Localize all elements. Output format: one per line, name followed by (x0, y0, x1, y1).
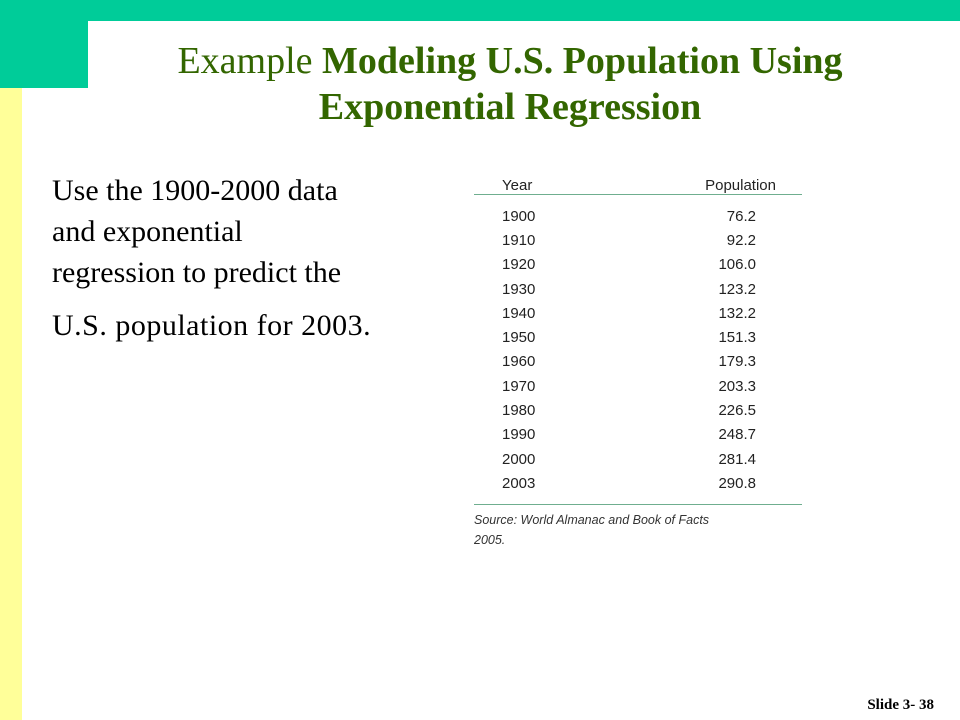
body-line-1: Use the 1900-2000 data (52, 174, 338, 207)
cell-year: 1940 (502, 304, 536, 322)
header-year: Year (502, 177, 533, 194)
population-table (474, 160, 802, 550)
table-row (474, 423, 802, 447)
cell-year: 1980 (502, 402, 536, 420)
slide-title (110, 38, 910, 130)
table-row (474, 277, 802, 301)
corner-decor-block (0, 0, 88, 88)
source-line-1: Source: World Almanac and Book of Facts (474, 512, 710, 527)
title-lead: Example (177, 40, 323, 82)
table-row (474, 471, 802, 495)
table-row (474, 447, 802, 471)
cell-year: 1910 (502, 231, 536, 249)
cell-year: 1970 (502, 377, 536, 395)
cell-year: 1960 (502, 353, 536, 371)
body-line-2: and exponential (52, 215, 243, 248)
body-text (52, 170, 452, 346)
cell-population: 92.2 (726, 231, 756, 249)
cell-year: 2003 (502, 474, 536, 492)
table-header (474, 160, 802, 195)
left-decor-bar (0, 0, 22, 720)
cell-year: 2000 (502, 450, 536, 468)
table-row (474, 350, 802, 374)
cell-population: 248.7 (718, 426, 756, 444)
cell-year: 1930 (502, 280, 536, 298)
header-population: Population (705, 177, 776, 194)
cell-population: 203.3 (718, 377, 756, 395)
cell-population: 290.8 (718, 474, 756, 492)
cell-year: 1900 (502, 207, 536, 225)
table-row (474, 228, 802, 252)
table-source-note (474, 510, 802, 550)
table-row (474, 253, 802, 277)
source-line-2: 2005. (474, 532, 506, 547)
table-body (474, 195, 802, 496)
cell-year: 1990 (502, 426, 536, 444)
cell-population: 76.2 (726, 207, 756, 225)
cell-population: 226.5 (718, 402, 756, 420)
cell-population: 106.0 (718, 256, 756, 274)
top-decor-bar (22, 0, 960, 21)
cell-population: 132.2 (718, 304, 756, 322)
cell-population: 281.4 (718, 450, 756, 468)
table-row (474, 398, 802, 422)
cell-population: 123.2 (718, 280, 756, 298)
body-line-3: regression to predict the (52, 256, 342, 289)
table-row (474, 325, 802, 349)
title-bold: Modeling U.S. Population Using Exponential Regression (318, 40, 843, 128)
table-row (474, 374, 802, 398)
cell-population: 179.3 (718, 353, 756, 371)
cell-year: 1920 (502, 256, 536, 274)
body-line-4: U.S. population for 2003. (52, 309, 372, 342)
table-row (474, 204, 802, 228)
cell-population: 151.3 (718, 329, 756, 347)
table-bottom-rule (474, 496, 802, 505)
table-row (474, 301, 802, 325)
cell-year: 1950 (502, 329, 536, 347)
slide-number: Slide 3- 38 (867, 697, 934, 713)
